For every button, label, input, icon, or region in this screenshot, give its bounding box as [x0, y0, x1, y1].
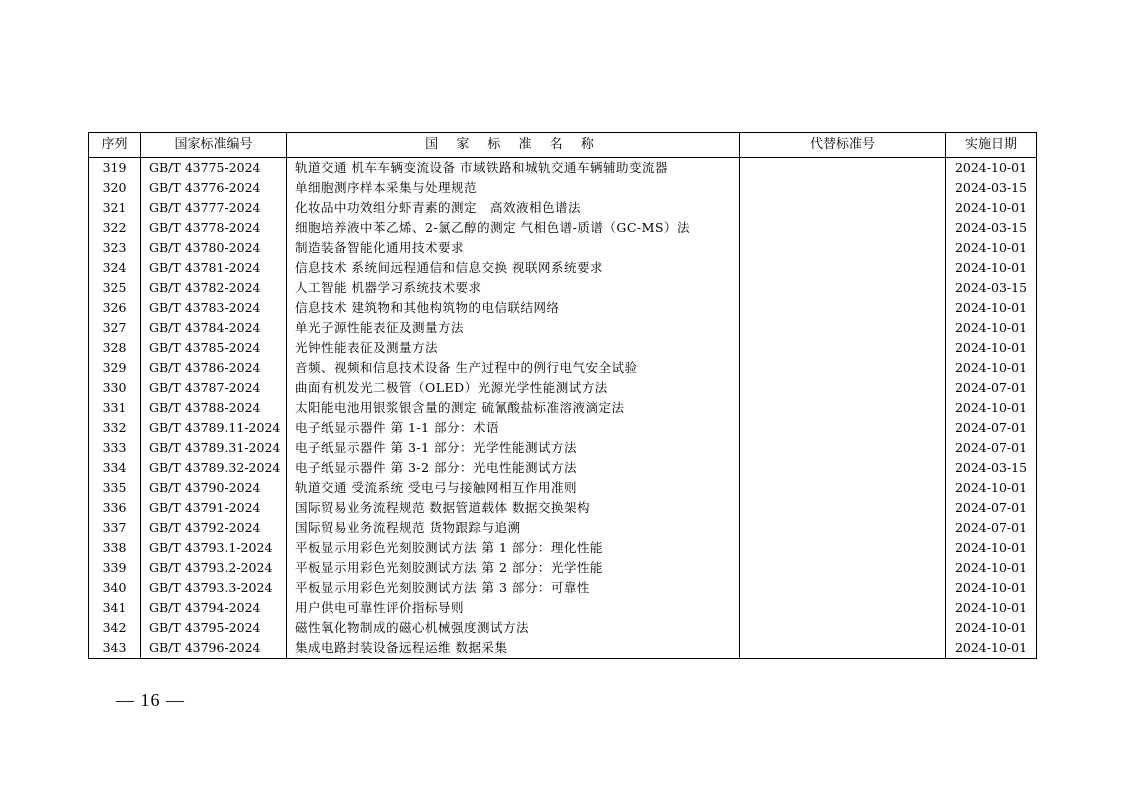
cell-name: 平板显示用彩色光刻胶测试方法 第 1 部分：理化性能 [287, 538, 740, 558]
header-seq: 序列 [89, 133, 141, 158]
cell-date: 2024-10-01 [946, 258, 1037, 278]
cell-code: GB/T 43794-2024 [141, 598, 287, 618]
cell-date: 2024-10-01 [946, 318, 1037, 338]
table-row [89, 458, 1037, 478]
cell-date: 2024-07-01 [946, 498, 1037, 518]
cell-date: 2024-07-01 [946, 438, 1037, 458]
table-body [89, 158, 1037, 659]
table-row [89, 558, 1037, 578]
cell-seq: 325 [89, 278, 141, 298]
cell-name: 平板显示用彩色光刻胶测试方法 第 2 部分：光学性能 [287, 558, 740, 578]
cell-date: 2024-03-15 [946, 218, 1037, 238]
cell-seq: 342 [89, 618, 141, 638]
table-row [89, 178, 1037, 198]
table-row [89, 518, 1037, 538]
cell-code: GB/T 43782-2024 [141, 278, 287, 298]
cell-code: GB/T 43793.3-2024 [141, 578, 287, 598]
cell-name: 音频、视频和信息技术设备 生产过程中的例行电气安全试验 [287, 358, 740, 378]
cell-name: 轨道交通 受流系统 受电弓与接触网相互作用准则 [287, 478, 740, 498]
cell-replaces [740, 638, 946, 659]
table-header-row [89, 133, 1037, 158]
cell-date: 2024-10-01 [946, 158, 1037, 179]
cell-code: GB/T 43790-2024 [141, 478, 287, 498]
cell-code: GB/T 43791-2024 [141, 498, 287, 518]
cell-replaces [740, 498, 946, 518]
cell-name: 单光子源性能表征及测量方法 [287, 318, 740, 338]
cell-date: 2024-10-01 [946, 538, 1037, 558]
table-row [89, 478, 1037, 498]
cell-code: GB/T 43787-2024 [141, 378, 287, 398]
cell-date: 2024-10-01 [946, 478, 1037, 498]
cell-name: 电子纸显示器件 第 3-2 部分：光电性能测试方法 [287, 458, 740, 478]
cell-replaces [740, 178, 946, 198]
cell-replaces [740, 198, 946, 218]
cell-name: 平板显示用彩色光刻胶测试方法 第 3 部分：可靠性 [287, 578, 740, 598]
table-row [89, 418, 1037, 438]
cell-seq: 319 [89, 158, 141, 179]
cell-date: 2024-10-01 [946, 338, 1037, 358]
cell-replaces [740, 278, 946, 298]
cell-replaces [740, 398, 946, 418]
cell-name: 电子纸显示器件 第 1-1 部分：术语 [287, 418, 740, 438]
table-row [89, 358, 1037, 378]
cell-code: GB/T 43783-2024 [141, 298, 287, 318]
cell-replaces [740, 218, 946, 238]
cell-name: 人工智能 机器学习系统技术要求 [287, 278, 740, 298]
cell-replaces [740, 538, 946, 558]
cell-date: 2024-10-01 [946, 298, 1037, 318]
cell-replaces [740, 558, 946, 578]
table-row [89, 578, 1037, 598]
page-number: — 16 — [116, 690, 185, 710]
cell-name: 信息技术 系统间远程通信和信息交换 视联网系统要求 [287, 258, 740, 278]
cell-code: GB/T 43781-2024 [141, 258, 287, 278]
cell-name: 集成电路封装设备远程运维 数据采集 [287, 638, 740, 659]
cell-seq: 334 [89, 458, 141, 478]
cell-replaces [740, 618, 946, 638]
cell-code: GB/T 43780-2024 [141, 238, 287, 258]
cell-name: 电子纸显示器件 第 3-1 部分：光学性能测试方法 [287, 438, 740, 458]
cell-seq: 333 [89, 438, 141, 458]
cell-code: GB/T 43789.32-2024 [141, 458, 287, 478]
cell-name: 轨道交通 机车车辆变流设备 市域铁路和城轨交通车辆辅助变流器 [287, 158, 740, 179]
cell-code: GB/T 43778-2024 [141, 218, 287, 238]
cell-date: 2024-03-15 [946, 278, 1037, 298]
cell-name: 信息技术 建筑物和其他构筑物的电信联结网络 [287, 298, 740, 318]
cell-seq: 331 [89, 398, 141, 418]
table-row [89, 258, 1037, 278]
table-row [89, 538, 1037, 558]
header-date: 实施日期 [946, 133, 1037, 158]
cell-name: 国际贸易业务流程规范 货物跟踪与追溯 [287, 518, 740, 538]
cell-seq: 322 [89, 218, 141, 238]
cell-seq: 338 [89, 538, 141, 558]
cell-code: GB/T 43786-2024 [141, 358, 287, 378]
table-row [89, 198, 1037, 218]
cell-replaces [740, 238, 946, 258]
cell-code: GB/T 43784-2024 [141, 318, 287, 338]
cell-seq: 326 [89, 298, 141, 318]
cell-replaces [740, 418, 946, 438]
header-code: 国家标准编号 [141, 133, 287, 158]
cell-code: GB/T 43789.11-2024 [141, 418, 287, 438]
cell-name: 化妆品中功效组分虾青素的测定 高效液相色谱法 [287, 198, 740, 218]
cell-replaces [740, 298, 946, 318]
cell-replaces [740, 518, 946, 538]
cell-date: 2024-07-01 [946, 418, 1037, 438]
cell-date: 2024-07-01 [946, 518, 1037, 538]
cell-date: 2024-10-01 [946, 618, 1037, 638]
cell-replaces [740, 598, 946, 618]
cell-seq: 337 [89, 518, 141, 538]
cell-name: 曲面有机发光二极管（OLED）光源光学性能测试方法 [287, 378, 740, 398]
table-row [89, 398, 1037, 418]
cell-name: 磁性氧化物制成的磁心机械强度测试方法 [287, 618, 740, 638]
cell-code: GB/T 43789.31-2024 [141, 438, 287, 458]
cell-date: 2024-10-01 [946, 578, 1037, 598]
cell-replaces [740, 358, 946, 378]
header-name: 国 家 标 准 名 称 [287, 133, 740, 158]
cell-date: 2024-10-01 [946, 198, 1037, 218]
cell-name: 光钟性能表征及测量方法 [287, 338, 740, 358]
table-row [89, 498, 1037, 518]
cell-date: 2024-10-01 [946, 638, 1037, 659]
cell-seq: 330 [89, 378, 141, 398]
cell-code: GB/T 43793.2-2024 [141, 558, 287, 578]
table-row [89, 638, 1037, 659]
cell-code: GB/T 43775-2024 [141, 158, 287, 179]
table-row [89, 318, 1037, 338]
cell-date: 2024-10-01 [946, 238, 1037, 258]
cell-seq: 341 [89, 598, 141, 618]
cell-replaces [740, 458, 946, 478]
cell-seq: 328 [89, 338, 141, 358]
table-row [89, 438, 1037, 458]
cell-date: 2024-03-15 [946, 178, 1037, 198]
cell-name: 用户供电可靠性评价指标导则 [287, 598, 740, 618]
table-row [89, 378, 1037, 398]
table-row [89, 158, 1037, 179]
table-row [89, 218, 1037, 238]
cell-code: GB/T 43796-2024 [141, 638, 287, 659]
cell-seq: 321 [89, 198, 141, 218]
cell-seq: 343 [89, 638, 141, 659]
table-row [89, 238, 1037, 258]
cell-name: 太阳能电池用银浆银含量的测定 硫氰酸盐标准溶液滴定法 [287, 398, 740, 418]
cell-replaces [740, 158, 946, 179]
cell-code: GB/T 43788-2024 [141, 398, 287, 418]
cell-code: GB/T 43793.1-2024 [141, 538, 287, 558]
cell-date: 2024-07-01 [946, 378, 1037, 398]
cell-code: GB/T 43776-2024 [141, 178, 287, 198]
cell-date: 2024-10-01 [946, 398, 1037, 418]
cell-code: GB/T 43795-2024 [141, 618, 287, 638]
cell-seq: 332 [89, 418, 141, 438]
cell-date: 2024-03-15 [946, 458, 1037, 478]
cell-replaces [740, 378, 946, 398]
table-row [89, 298, 1037, 318]
cell-seq: 329 [89, 358, 141, 378]
table-row [89, 338, 1037, 358]
cell-code: GB/T 43792-2024 [141, 518, 287, 538]
cell-seq: 327 [89, 318, 141, 338]
table-row [89, 618, 1037, 638]
cell-name: 国际贸易业务流程规范 数据管道载体 数据交换架构 [287, 498, 740, 518]
cell-seq: 340 [89, 578, 141, 598]
cell-code: GB/T 43777-2024 [141, 198, 287, 218]
cell-seq: 324 [89, 258, 141, 278]
standards-table [88, 132, 1037, 659]
cell-replaces [740, 318, 946, 338]
table-row [89, 278, 1037, 298]
cell-date: 2024-10-01 [946, 358, 1037, 378]
cell-date: 2024-10-01 [946, 598, 1037, 618]
cell-seq: 335 [89, 478, 141, 498]
cell-name: 单细胞测序样本采集与处理规范 [287, 178, 740, 198]
cell-seq: 336 [89, 498, 141, 518]
cell-seq: 339 [89, 558, 141, 578]
cell-replaces [740, 338, 946, 358]
cell-seq: 323 [89, 238, 141, 258]
cell-date: 2024-10-01 [946, 558, 1037, 578]
cell-code: GB/T 43785-2024 [141, 338, 287, 358]
cell-seq: 320 [89, 178, 141, 198]
header-replaces: 代替标准号 [740, 133, 946, 158]
cell-replaces [740, 478, 946, 498]
cell-name: 细胞培养液中苯乙烯、2-氯乙醇的测定 气相色谱-质谱（GC-MS）法 [287, 218, 740, 238]
cell-replaces [740, 258, 946, 278]
cell-replaces [740, 578, 946, 598]
table-row [89, 598, 1037, 618]
cell-name: 制造装备智能化通用技术要求 [287, 238, 740, 258]
cell-replaces [740, 438, 946, 458]
